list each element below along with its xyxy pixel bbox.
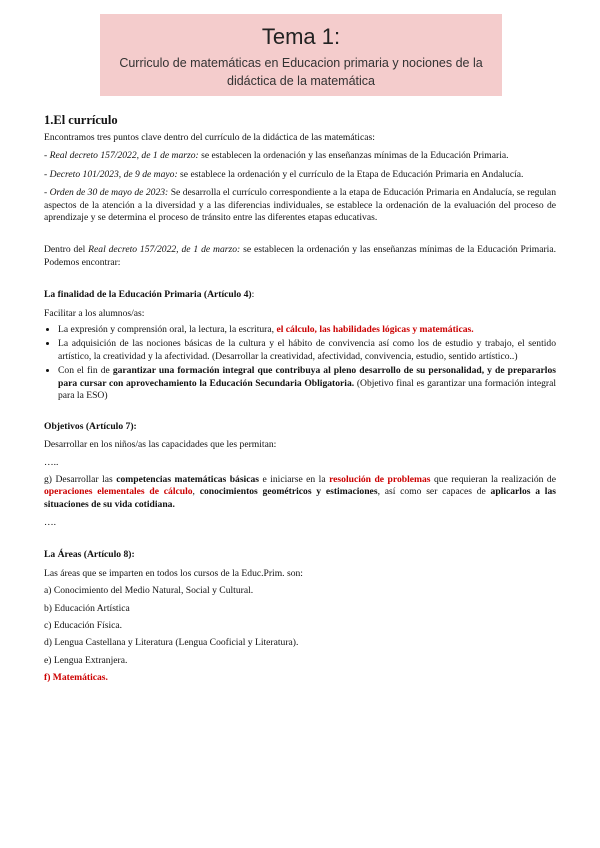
g-text: , [192, 486, 200, 498]
finalidad-heading-text: La finalidad de la Educación Primaria (Artículo 4) [44, 289, 252, 301]
section-heading-curriculo: 1.El currículo [44, 113, 118, 127]
within-suffix: se establecen la ordenación y las enseñanzas mínimas de la Educación Primaria. Podemos encontrar: [44, 244, 556, 268]
objetivos-lead: Desarrollar en los niños/as las capacidades que les permitan: [44, 438, 277, 450]
objetivos-heading: Objetivos (Artículo 7): [44, 420, 137, 432]
area-item: c) Educación Física. [44, 619, 123, 631]
list-item [58, 338, 556, 363]
finalidad-lead: Facilitar a los alumnos/as: [44, 307, 145, 319]
item-text: (Objetivo final es garantizar una formación integral para la ESO) [58, 377, 556, 402]
g-bold: competencias matemáticas básicas [116, 473, 260, 485]
section-intro: Encontramos tres puntos clave dentro del currículo de la didáctica de las matemáticas: [44, 132, 375, 143]
area-item-matematicas: f) Matemáticas. [44, 672, 108, 684]
list-item [58, 365, 556, 402]
within-paragraph [44, 244, 556, 269]
item-text: Con el fin de [58, 365, 113, 377]
area-item: d) Lengua Castellana y Literatura (Lengua Cooficial y Literatura). [44, 637, 299, 649]
point-ref: - Decreto 101/2023, de 9 de mayo: [44, 168, 178, 180]
point-ref: - Real decreto 157/2022, de 1 de marzo: [44, 150, 199, 162]
ellipsis: ….. [44, 457, 59, 469]
page-title: Tema 1: [261, 24, 341, 49]
ellipsis: …. [44, 516, 56, 528]
areas-lead: Las áreas que se imparten en todos los cursos de la Educ.Prim. son: [44, 567, 303, 579]
g-highlight: resolución de problemas [329, 473, 431, 485]
title-banner [100, 14, 502, 96]
g-text: g) Desarrollar las [44, 473, 117, 485]
item-bold: garantizar una formación integral que contribuya al pleno desarrollo de su personalidad, y de prepararlos para cursar con aprovechamiento la Educación Secundaria Obligatoria. [58, 365, 556, 389]
document-body [44, 112, 556, 690]
finalidad-list [44, 324, 556, 402]
point-decreto [44, 169, 556, 181]
finalidad-heading [44, 289, 556, 301]
g-text: e iniciarse en la [259, 473, 330, 485]
item-text: La adquisición de las nociones básicas de la cultura y el hábito de convivencia así como los de estudio y trabajo, el sentido artístico, la creatividad y la afectividad. (Desarrollar la creatividad, afectividad, convivencia, estudio, sentido artístico..) [58, 338, 556, 362]
g-highlight: operaciones elementales de cálculo [44, 486, 193, 498]
g-text: que requieran la realización de [430, 473, 556, 485]
area-item: b) Educación Artística [44, 602, 130, 614]
point-ref: - Orden de 30 de mayo de 2023: [44, 187, 169, 199]
within-prefix: Dentro del [44, 244, 89, 256]
item-text: La expresión y comprensión oral, la lectura, la escritura, [58, 324, 277, 336]
point-real-decreto [44, 150, 556, 162]
within-ref: Real decreto 157/2022, de 1 de marzo: [88, 244, 241, 256]
point-text: se establecen la ordenación y las enseñanzas mínimas de la Educación Primaria. [198, 150, 509, 162]
point-orden [44, 187, 556, 224]
areas-heading: La Áreas (Artículo 8): [44, 549, 135, 561]
g-text: , así como ser capaces de [377, 486, 491, 498]
point-text: se establece la ordenación y el currículo de la Etapa de Educación Primaria en Andalucía. [177, 168, 524, 180]
area-item: a) Conocimiento del Medio Natural, Social y Cultural. [44, 585, 254, 597]
page-subtitle: Curriculo de matemáticas en Educacion primaria y nociones de la didáctica de la matemática [119, 56, 483, 88]
list-item [58, 324, 556, 336]
g-bold: aplicarlos a las situaciones de su vida cotidiana. [44, 486, 557, 510]
area-item: e) Lengua Extranjera. [44, 654, 128, 666]
g-bold: conocimientos geométricos y estimaciones [199, 486, 378, 498]
point-text: Se desarrolla el currículo correspondiente a la etapa de Educación Primaria en Andalucía, se regulan aspectos de la atención a la diversidad y a las diferencias individuales, se establece la ordenación de la evaluación del proceso de aprendizaje y se determina el proceso de tránsito entre las diferentes etapas educativas. [44, 187, 556, 224]
item-highlight: el cálculo, las habilidades lógicas y matemáticas. [276, 324, 474, 336]
finalidad-heading-colon: : [251, 289, 255, 301]
objetivo-g [44, 474, 556, 511]
